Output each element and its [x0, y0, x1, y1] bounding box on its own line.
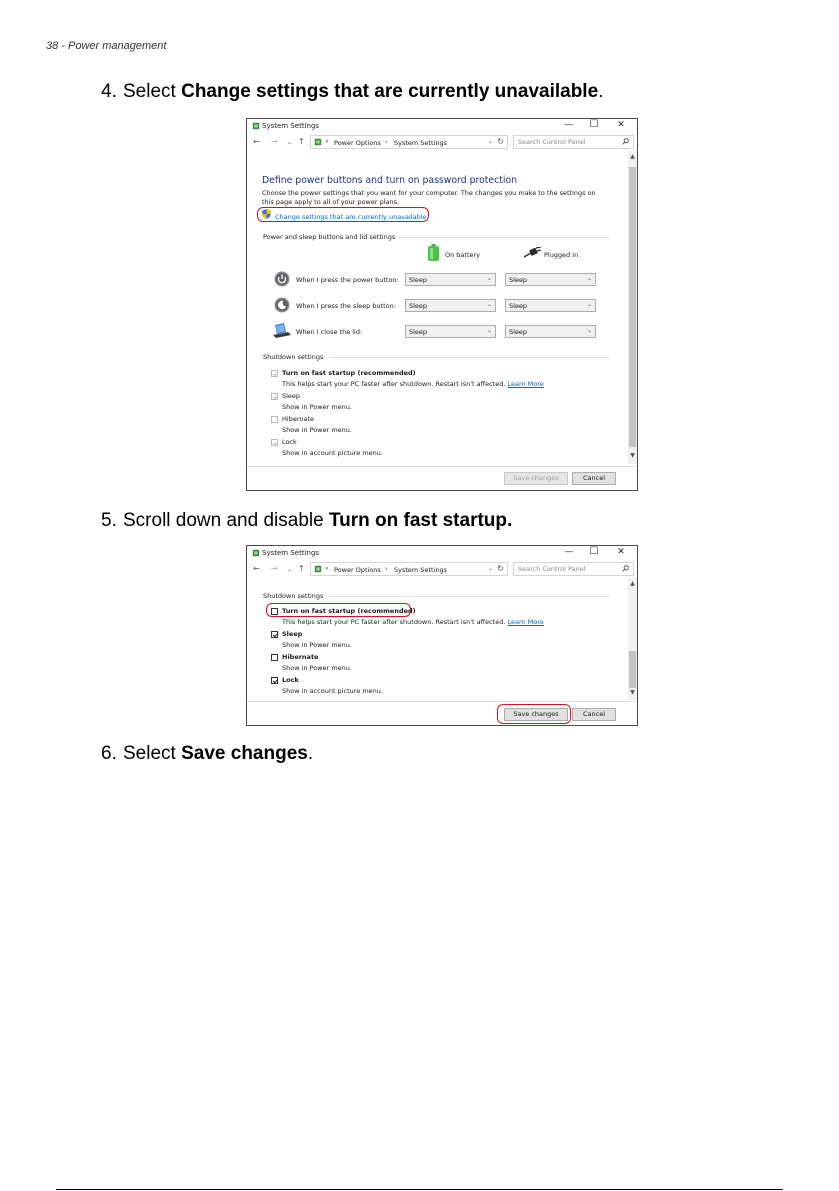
forward-arrow-icon[interactable]: →: [271, 564, 278, 573]
address-bar[interactable]: [310, 135, 508, 149]
step-text: Select: [123, 743, 182, 764]
forward-arrow-icon[interactable]: →: [271, 137, 278, 146]
hibernate-checkbox[interactable]: [271, 416, 278, 423]
refresh-icon[interactable]: ↻: [497, 137, 504, 146]
footer-rule: [56, 1189, 783, 1190]
search-input[interactable]: [515, 564, 615, 574]
save-changes-button[interactable]: Save changes: [504, 708, 568, 721]
fast-startup-checkbox[interactable]: [271, 370, 278, 377]
up-arrow-icon[interactable]: ↑: [298, 564, 305, 573]
address-bar-row: [247, 133, 637, 151]
recent-locations-icon[interactable]: ⌄: [287, 139, 293, 146]
step-emphasis: Change settings that are currently unavailable: [181, 81, 599, 102]
power-button-battery-select[interactable]: [405, 273, 496, 286]
scroll-up-icon[interactable]: ▲: [630, 580, 635, 587]
breadcrumb-separator-icon[interactable]: ›: [385, 138, 388, 146]
step-number: 4.: [101, 81, 117, 102]
step-4: [101, 80, 603, 104]
maximize-icon[interactable]: ☐: [589, 546, 599, 557]
scroll-down-icon[interactable]: ▼: [630, 452, 635, 459]
cancel-button[interactable]: Cancel: [572, 472, 616, 485]
scroll-thumb[interactable]: [629, 167, 636, 447]
group-divider: [329, 357, 610, 358]
close-icon[interactable]: ✕: [617, 120, 625, 130]
minimize-icon[interactable]: —: [564, 120, 574, 130]
step-number: 6.: [101, 743, 117, 764]
page-title: Define power buttons and turn on password protection: [262, 175, 518, 186]
shutdown-group-label: Shutdown settings: [263, 353, 324, 361]
address-bar[interactable]: [310, 562, 508, 576]
button-bar-divider: [247, 701, 637, 702]
highlight-circle: [266, 603, 411, 617]
scroll-down-icon[interactable]: ▼: [630, 689, 635, 696]
button-bar-divider: [247, 466, 637, 467]
lock-checkbox[interactable]: [271, 677, 278, 684]
sleep-button-label: When I press the sleep button:: [296, 302, 396, 310]
group-divider: [329, 596, 610, 597]
sleep-label: Sleep: [282, 630, 303, 638]
learn-more-link[interactable]: Learn More: [507, 618, 544, 626]
step-suffix: .: [307, 743, 314, 764]
sleep-checkbox[interactable]: [271, 393, 278, 400]
sleep-button-plugged-select[interactable]: [505, 299, 596, 312]
scroll-thumb[interactable]: [629, 651, 636, 688]
chevron-down-icon: ⌄: [586, 301, 592, 308]
fast-startup-label: Turn on fast startup (recommended): [282, 607, 416, 615]
step-text: Scroll down and disable: [123, 510, 329, 531]
scroll-up-icon[interactable]: ▲: [630, 153, 635, 160]
address-dropdown-icon[interactable]: ⌄: [487, 565, 493, 572]
laptop-lid-icon: [272, 323, 292, 339]
title-bar[interactable]: [247, 119, 637, 133]
breadcrumb-power-options[interactable]: Power Options: [334, 566, 381, 574]
hibernate-description: Show in Power menu.: [282, 426, 352, 434]
step-suffix: .: [598, 81, 604, 102]
learn-more-link[interactable]: Learn More: [507, 380, 544, 388]
dialog-content: [247, 578, 628, 700]
power-plug-icon: [524, 247, 541, 258]
sleep-description: Show in Power menu.: [282, 641, 352, 649]
back-arrow-icon[interactable]: ←: [253, 137, 260, 146]
overflow-icon[interactable]: «: [325, 138, 329, 145]
sleep-button-icon: [274, 297, 290, 313]
fast-startup-desc-text: This helps start your PC faster after shutdown. Restart isn't affected.: [282, 618, 506, 626]
battery-icon: [428, 244, 439, 261]
sleep-label: Sleep: [282, 392, 301, 400]
fast-startup-desc-text: This helps start your PC faster after shutdown. Restart isn't affected.: [282, 380, 506, 388]
search-icon[interactable]: [622, 565, 629, 572]
chevron-down-icon: ⌄: [486, 275, 492, 282]
select-value: Sleep: [509, 276, 528, 284]
lock-description: Show in account picture menu.: [282, 449, 383, 457]
breadcrumb-system-settings[interactable]: System Settings: [394, 139, 447, 147]
hibernate-label: Hibernate: [282, 415, 315, 423]
hibernate-description: Show in Power menu.: [282, 664, 352, 672]
step-emphasis: Turn on fast startup.: [328, 510, 513, 531]
select-value: Sleep: [509, 302, 528, 310]
breadcrumb-separator-icon[interactable]: ›: [385, 565, 388, 573]
fast-startup-label: Turn on fast startup (recommended): [282, 369, 416, 377]
search-box: [513, 135, 634, 149]
plugged-in-header: Plugged in: [544, 251, 579, 259]
recent-locations-icon[interactable]: ⌄: [287, 566, 293, 573]
search-input[interactable]: [515, 137, 615, 147]
step-5: [101, 509, 512, 533]
on-battery-header: On battery: [445, 251, 481, 259]
power-button-plugged-select[interactable]: [505, 273, 596, 286]
refresh-icon[interactable]: ↻: [497, 564, 504, 573]
fast-startup-description: [282, 380, 544, 388]
cancel-button[interactable]: Cancel: [572, 708, 616, 721]
breadcrumb-power-options[interactable]: Power Options: [334, 139, 381, 147]
close-lid-battery-select[interactable]: [405, 325, 496, 338]
hibernate-label: Hibernate: [282, 653, 319, 661]
select-value: Sleep: [409, 276, 428, 284]
step-6: [101, 742, 313, 766]
change-unavailable-settings-link[interactable]: Change settings that are currently unavailable: [275, 213, 427, 221]
minimize-icon[interactable]: —: [564, 547, 574, 557]
power-options-icon: [252, 122, 260, 130]
vertical-scrollbar[interactable]: [628, 151, 637, 464]
power-options-icon: [252, 549, 260, 557]
chevron-down-icon: ⌄: [486, 301, 492, 308]
overflow-icon[interactable]: «: [325, 565, 329, 572]
highlight-circle: [257, 207, 429, 222]
save-changes-button[interactable]: Save changes: [504, 472, 568, 485]
breadcrumb-system-settings[interactable]: System Settings: [394, 566, 447, 574]
search-icon[interactable]: [622, 138, 629, 145]
fast-startup-description: [282, 618, 544, 626]
sleep-checkbox[interactable]: [271, 631, 278, 638]
step-emphasis: Save changes: [181, 743, 308, 764]
power-options-icon: [314, 138, 322, 146]
page-description: Choose the power settings that you want for your computer. The changes you make to the settings on this page apply to all of your power plans.: [262, 189, 596, 206]
page-header: 38 - Power management: [46, 40, 167, 52]
select-value: Sleep: [509, 328, 528, 336]
group-divider: [398, 237, 610, 238]
hibernate-checkbox[interactable]: [271, 654, 278, 661]
select-value: Sleep: [409, 328, 428, 336]
address-dropdown-icon[interactable]: ⌄: [487, 138, 493, 145]
lock-label: Lock: [282, 438, 297, 446]
maximize-icon[interactable]: ☐: [589, 119, 599, 130]
sleep-description: Show in Power menu.: [282, 403, 352, 411]
chevron-down-icon: ⌄: [586, 327, 592, 334]
close-lid-plugged-select[interactable]: [505, 325, 596, 338]
step-text: Select: [123, 81, 182, 102]
search-box: [513, 562, 634, 576]
step-number: 5.: [101, 510, 117, 531]
vertical-scrollbar[interactable]: [628, 578, 637, 700]
window-title: System Settings: [262, 549, 320, 557]
window-title: System Settings: [262, 122, 320, 130]
close-lid-label: When I close the lid:: [296, 328, 363, 336]
system-settings-window-2: [246, 545, 638, 726]
system-settings-window-1: [246, 118, 638, 491]
up-arrow-icon[interactable]: ↑: [298, 137, 305, 146]
address-bar-row: [247, 560, 637, 578]
lock-checkbox[interactable]: [271, 439, 278, 446]
chevron-down-icon: ⌄: [486, 327, 492, 334]
chevron-down-icon: ⌄: [586, 275, 592, 282]
power-button-icon: [274, 271, 290, 287]
dialog-content: [247, 151, 628, 464]
shutdown-group-label: Shutdown settings: [263, 592, 324, 600]
select-value: Sleep: [409, 302, 428, 310]
lock-label: Lock: [282, 676, 299, 684]
title-bar[interactable]: [247, 546, 637, 560]
power-button-label: When I press the power button:: [296, 276, 399, 284]
close-icon[interactable]: ✕: [617, 547, 625, 557]
sleep-button-battery-select[interactable]: [405, 299, 496, 312]
power-buttons-group-label: Power and sleep buttons and lid settings: [263, 233, 396, 241]
lock-description: Show in account picture menu.: [282, 687, 383, 695]
power-options-icon: [314, 565, 322, 573]
back-arrow-icon[interactable]: ←: [253, 564, 260, 573]
highlight-circle: [497, 704, 571, 724]
